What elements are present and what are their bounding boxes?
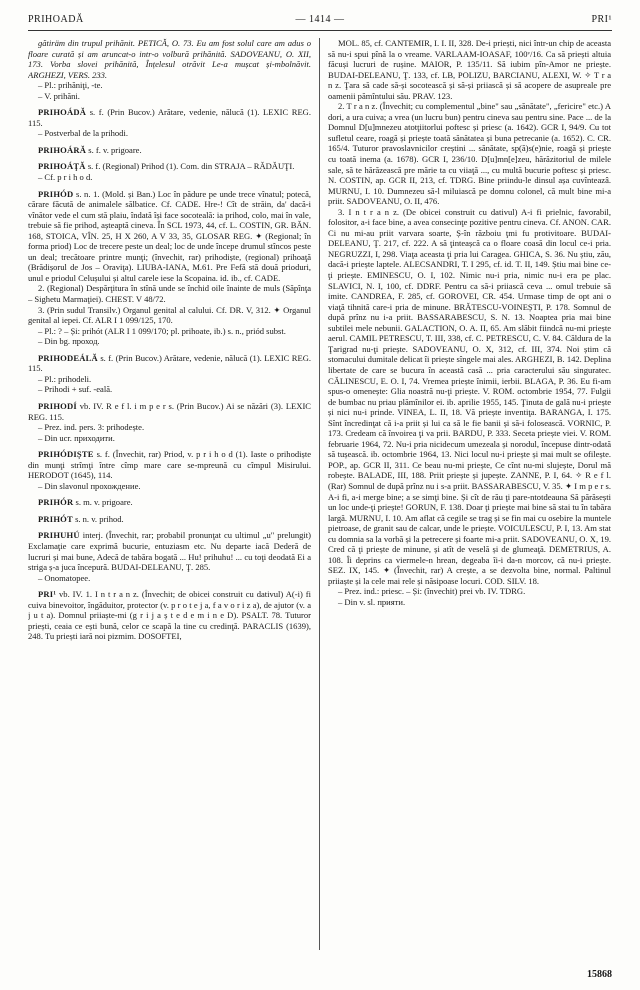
definition: s. f. (Învechit, rar) Priod, v. p r i h o d (1). Iaste o prihodiște din munţi strîmţi între cîmp mare care se-mpreună cu cîmpul Misirului. HERODOT (1645), 114. <box>28 449 311 481</box>
etymology: – Onomatopee. <box>38 572 91 583</box>
header-left-entry: PRIHOADĂ <box>28 14 84 25</box>
headword: PRIHOÁDĂ <box>38 107 87 118</box>
entry-prihod <box>28 189 311 347</box>
headword: PRIHÓD <box>38 188 74 199</box>
entry-pri1 <box>28 589 311 642</box>
entry-prihor <box>28 497 311 508</box>
entry-prihodeala <box>28 353 311 395</box>
column-divider <box>319 38 320 950</box>
definition: s. f. (Prin Bucov.) Arătare, vedenie, nălucă (1). LEXIC REG. 115. <box>28 107 311 128</box>
headword: PRIHOÁRĂ <box>38 144 87 155</box>
etymology: – Cf. p r i h o d. <box>38 172 93 183</box>
present-form: – Prez. ind.: priesc. – Și: (învechit) prei vb. IV. TDRG. <box>338 586 526 597</box>
headword: PRIHODEÁLĂ <box>38 352 98 363</box>
headword: PRIHODÍ <box>38 400 77 411</box>
headword: PRIHÓT <box>38 513 73 524</box>
etymology: – Postverbal de la prihodi. <box>38 128 128 139</box>
sense-2: 2. T r a n z. (Învechit; cu complementul „bine" sau „sănătate", „fericire" etc.) A dori, a ura cuiva; a vrea (un lucru bun) pentru cineva sau pentru sine. Pace ... de la Domnul D[u]mnezeu atotţiitorlui poftesc și priesc (a. 1642). GCR I, 94/9. Cu tot sufletul ceare, roagă și priește toată sănătatea și buna petrecanie (a. 1652). C. CR. 165/4. Tuturor pravoslavnicilor creștini ... sănătate, sp(ă)s(e)nie, roagă și priește cu toată inema (a. 1678). GCR I, 236/10. D[u]mn[e]zeu, hărăzitoriul de milele sale, să te hărăzească pre mărie ta cu viiaţă ..., cu multă bucurie poftesc și priesc. N. COSTIN, ap. GCR II, 213, cf. TDRG. Bine priindu-le dinsul așa cuvînteazâ. MURNU, I. 10. Dumnezeu să-l miluiască pe domnu colonel, că mult bine mi-a priit. SADOVEANU, O. II, 476. <box>328 101 611 207</box>
sense-3: 3. (Prin sudul Transilv.) Organul genital al calului. Cf. DR. V, 312. ✦ Organul genital al iepei. Cf. ALR I 1 099/125, 170. <box>28 304 311 326</box>
continuation-text: gătiräm din trupul prihănit. PETICĂ, O. 73. Eu am fost solul care am adus o floare curată și am aruncat-o intr-o volbură prihănită. SADOVEANU, O. XII, 173. Vorba slovei prihănită, Înțelesul otrăvit Le-a mușcat și-mbolnăvit. ARGHEZI, VERS. 233. <box>28 38 311 80</box>
headword: PRI¹ <box>38 589 57 600</box>
entry-prihot <box>28 514 311 525</box>
definition: s. f. (Prin Bucov.) Arătare, vedenie, nălucă (1). LEXIC REG. 115. <box>28 352 311 374</box>
entry-prihodi <box>28 401 311 443</box>
etymology: – Din bg. проход. <box>38 336 100 347</box>
footer-number: 15868 <box>587 969 612 980</box>
continuation-text: MOL. 85, cf. CANTEMIR, I. I. II, 328. De-i priești, nici într-un chip de aceasta să nu-i spui pînă la o vreame. VARLAAM-IOASAF, 100ᵛ/16. Ca să priești altuia făcuși lucruri de rușine. MAIOR, P. 135/11. Să iubim pîn-Amor ne priește. BUDAI-DELEANU, Ţ. 133, cf. LB, POLIZU, BARCIANU, ALEXI, W. ✧ T r a n z. Ţara să cade să-și socotească și să-și priiască și să acopere de asupreale pre oamenii pămîntului său. PRAV. 123. <box>328 38 611 101</box>
definition: s. n. 1. (Mold. și Ban.) Loc în pădure pe unde trece vînatul; potecă, cărare făcută de animalele sălbatice. Cf. CADE. Hre-! Cît de străin, da' dacă-i vînător vede el cum stă plaiu, îndată își face socoteală: ia prihod, colo, mai în vale, trebuie să fie prihod, așteaptă cineva. În SCL 1973, 44, cf. L. COSTIN, GR. BĂN. 168, STOICA, VÎN. 25, H X 260, A V 33, 35, GLOSAR REG. ✦ (Regional; în forma priod) Loc de trecere peste un deal; loc de unde începe drumul stîncos peste un deal; trecătoare printre munţi; (învechit, rar) prihodiște, (regional) prihoaţă (Brădișorul de Jos – Oraviţa). LIUBA-IANA, M.61. Pre Fefă stă două prioduri, unul e priodul Celușului și altul carele iese la Scopaina. id. ib., cf. CADE. <box>28 188 311 283</box>
sense-3: 3. I n t r a n z. (De obicei construit cu dativul) A-i fi prielnic, favorabil, folositor, a-i face bine, a avea consecinţe pozitive pentru cineva. Cf. ANON. CAR. Ci nu mi-au priit varvara soarte, Ș-în războiu ţmi fu protivitoare. BUDAI-DELEANU, Ţ. 217, cf. 222. A să ţinteașcă ca o floare coasă din locul ce-i pria. NEGRUZZI, I, 298. Viaţa aceasta ţi pria lui Caragea. GHICA, S. 36. Nu știu, zău, dacă-i priește laptele. ALECSANDRI, T. I 295, cf. id. T. II, 149. Știu mai bine ce-ţi priește. EMINESCU, O. I, 102. Nimic nu-i pria, nimic nu-i era pe plac. SLAVICI, N. I, 100, cf. DDRF. Pentru ca să-i priiască ceva ... omul trebuie să imite. CANDREA, F. 285, cf. GOROVEI, CR. 454. Urmase timp de opt ani o viaţă tihnită care-i pria de minune. BRĂTESCU-VOINEȘTI, P. 178. Somnul de după prînz nu i-a priit. BASSARABESCU, S. N. 13. Noaptea pria mai bine subtilei mele nebunii. GALACTION, O. A. II, 65. Am slăbit fiindcă nu-mi priește aerul. CAMIL PETRESCU, T. III, 338, cf. C. PETRESCU, C. V. 84. Căldura de la Ţarigrad nu-ţi priește. SADOVEANU, O. X, 312, cf. III, 374. Noi știm că stomacului dumitale delicat îi priește sîngele mai ales. ARGHEZI, B. 142. Deplina libertate de care se bucura în această casă ... pria caracterului său singuratec. CĂLINESCU, E. O. I, 74. Vremea priește înimii, ierbii. BLAGA, P. 36. Eu fi-am spus-o omenește: Glia noastră nu-ţi priește. V. ROM. octombrie 1954, 77. Fulgii de bumbac nu priau plămînilor ei. ib. aprilie 1955, 145. Ţinuta de gală nu-i priește și nici nu-i prinde. VINEA, L. II, 18. Vă priește inventiţa. BARANGA, I. 175. Sînt încredinţat că i-a priit și lui ca să le fie banii și să-i folosească. VORNIC, P. 173. Credeam că învoirea ţi va prii. BARDU, P. 333. Seceta priește viei. V. ROM. februarie 1964, 72. Nu-i pria nicidecum umezeala și norodul, începuse dintr-odată să tușească. ib. octombrie 1964, 13. Nici locul nu-i priește și mai mult se ofilește. POP., ap. GCR II, 311. Ce beau nu-mi priește, Ce cînt nu-mi slujește, Dorul mă robește. BALADE, III, 188. Priit priește și jupește. ZANNE, P. I, 64. ✧ R e f l. (Rar) Somnul de după prînz nu i s-a priit. BASSARABESCU, V. 35. ✦ I m p e r s. A-i fi, a-i merge bine; a se simţi bine. Și cît de rău ţi pare-ntotdeauna Să părăsești un loc unde-ţi priește! GORUN, F. 138. Doar ţi priește mai bine să stai tu în tabăra largă. MURNU, I. 10. Am aflat că cegile se trag și se fin mai cu osebire la muntele pietroase, de granit sau de calcar, unde le priește. VOICULESCU, P. I, 13. Am stat cu domnia sa la vorbă și la petrecere și foarte mi-a priit. SADOVEANU, O. X, 19. Cred că ţi priește de minune, și atît de veselă și de glumeaţă. DEMETRIUS, A. 108. Îi deprins ca viermele-n hrean, degeaba îi-i da-n morcov, că nu-i priește. SEZ. IX, 145. ✦ (Învechit, rar) A crește, a se dezvolta bine, normal. Paltinul priiaște și la cele mai rele și năsipoase locuri. COD. SILV. 18. <box>328 206 611 586</box>
definition: s. n. v. prihod. <box>75 513 124 524</box>
headword: PRIHUHÚ <box>38 530 80 541</box>
plural-note: – Pl.: prihăniţi, -te. <box>38 80 103 91</box>
headword: PRIHÓR <box>38 497 74 508</box>
entry-prihoada <box>28 107 311 139</box>
header-right-entry: PRI¹ <box>591 14 612 25</box>
definition: s. f. v. prigoare. <box>88 144 142 155</box>
sense-2: 2. (Regional) Despărţitura în stînă unde se închid oile înainte de muls (Săpînţa – Sighetu Marmaţiei). CHEST. V 48/72. <box>28 283 311 305</box>
header-rule <box>28 30 612 31</box>
present-form: – Prez. ind. pers. 3: prihodește. <box>38 422 145 433</box>
see-also-note: – V. prihăni. <box>38 90 80 101</box>
entry-prihodiste <box>28 449 311 491</box>
left-column <box>28 38 311 968</box>
right-column <box>328 38 611 968</box>
definition: vb. IV. 1. I n t r a n z. (Învechit; de obicei construit cu dativul) A(-i) fi cuiva binevoitor, îngăduitor, protector (v. p r o t e j a, f a v o r i z a), de ajutor (v. a j u t a). Domnul priiaște-mi (g r i j a ș t e d e m i n e D). PSALT. 78. Tuturor priești, ceaia ce ești bună, celor ce scapă la tine cu credinţă. PARACLIS (1639), 248. Tu priești iară noi pizmim. DOSOFTEI, <box>28 589 311 642</box>
etymology: – Prihodi + suf. -eală. <box>38 384 113 395</box>
plural-note: – Pl.: ? – Și: prihót (ALR I 1 099/170; pl. prihoate, ib.) s. n., priód subst. <box>38 325 286 336</box>
definition: interj. (Învechit, rar; probabil pronunţat cu ultimul „u" prelungit) Exclamaţie care exprimă bucurie, entuziasm etc. Nu departe iacă Dederă de lucruri și mai bune, Adecă de tabăra bogată ... Hu! prihuhu! ... cu toţi deodată Ei a striga ș-a juca începură. BUDAI-DELEANU, Ţ. 285. <box>28 530 311 573</box>
plural-note: – Pl.: prihodeli. <box>38 373 92 384</box>
entry-prihoara <box>28 145 311 156</box>
page-number: — 1414 — <box>295 14 345 25</box>
etymology: – Din slavonul прохождение. <box>38 480 141 491</box>
headword: PRIHÓDIȘTE <box>38 449 94 460</box>
headword: PRIHOÁŢĂ <box>38 161 86 172</box>
definition: vb. IV. R e f l. i m p e r s. (Prin Bucov.) Ai se năzări (3). LEXIC REG. 115. <box>28 400 311 422</box>
etymology: – Din v. sl. прияти. <box>338 596 406 607</box>
entry-prihuhu <box>28 530 311 583</box>
running-header <box>28 14 612 28</box>
entry-prihoata <box>28 161 311 182</box>
definition: s. m. v. prigoare. <box>75 497 133 508</box>
definition: s. f. (Regional) Prihod (1). Com. din STRAJA – RĂDĂUŢI. <box>87 161 295 172</box>
etymology: – Din ucr. приходити. <box>38 432 115 443</box>
